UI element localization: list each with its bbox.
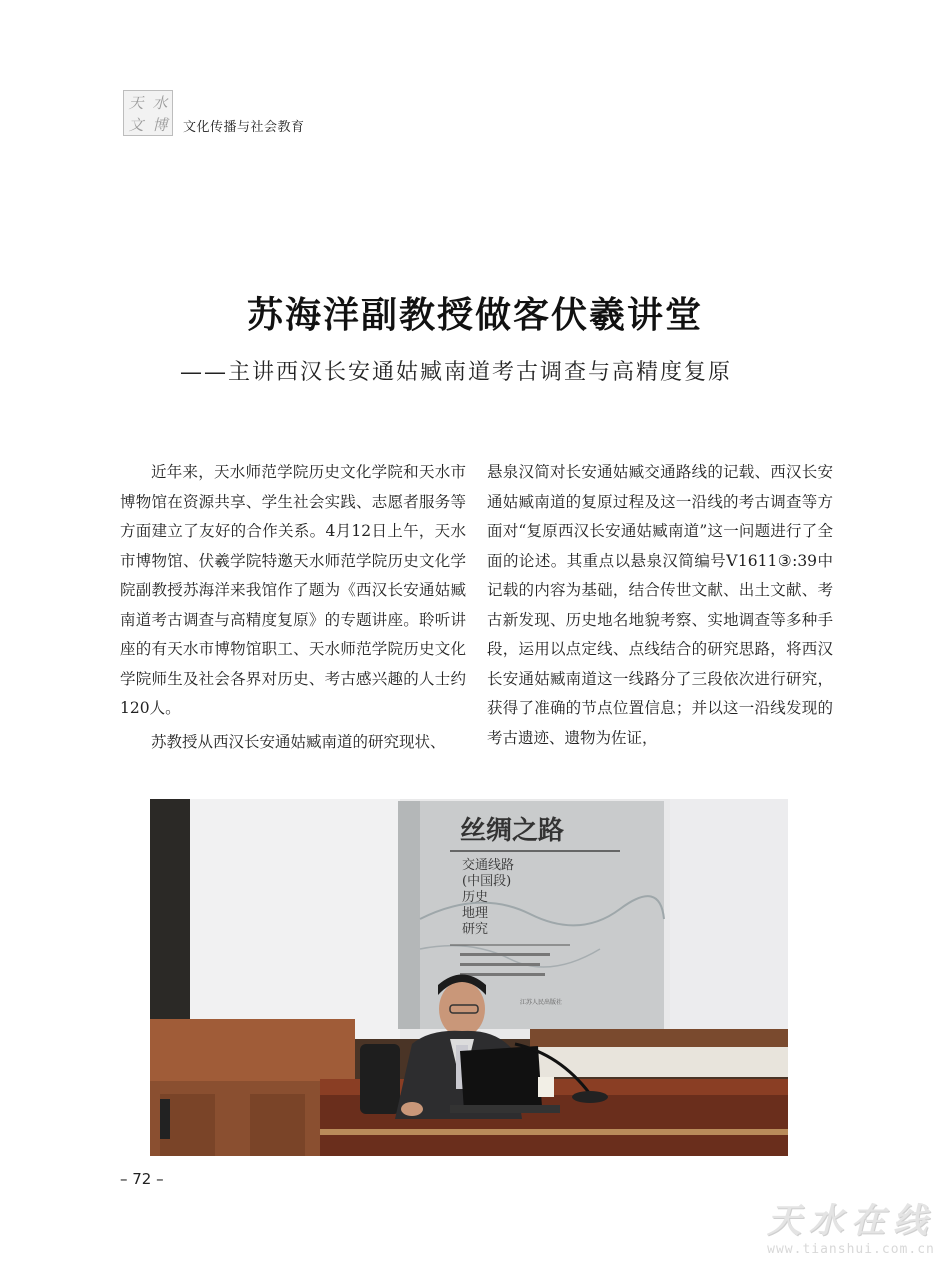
slide-line: 历史 <box>462 890 489 905</box>
slide-publisher: 江苏人民出版社 <box>520 999 563 1006</box>
section-label: 文化传播与社会教育 <box>183 120 305 135</box>
article-subtitle: ——主讲西汉长安通姑臧南道考古调查与高精度复原 <box>180 360 733 385</box>
watermark-text: 天水在线 <box>767 1201 935 1241</box>
paragraph: 苏教授从西汉长安通姑臧南道的研究现状、 <box>151 732 446 751</box>
slide-line: 地理 <box>462 906 489 921</box>
paragraph: 近年来，天水师范学院历史文化学院和天水市博物馆在资源共享、学生社会实践、志愿者服务等方面建立了友好的合作关系。4月12日上午，天水市博物馆、伏羲学院特邀天水师范学院历史文化学院副教授苏海洋来我馆作了题为《西汉长安通姑臧南道考古调查与高精度复原》的专题讲座。聆听讲座的有天水市博物馆职工、天水师范学院历史文化学院师生及社会各界对历史、考古感兴趣的人士约120人。 <box>120 463 466 717</box>
slide-line: 交通线路 <box>462 858 515 873</box>
paragraph: 悬泉汉简对长安通姑臧交通路线的记载、西汉长安通姑臧南道的复原过程及这一沿线的考古调查等方面对“复原西汉长安通姑臧南道”这一问题进行了全面的论述。其重点以悬泉汉简编号Ⅴ1611③:39中记载的内容为基础，结合传世文献、出土文献、考古新发现、历史地名地貌考察、实地调查等多种手段，运用以点定线、点线结合的研究思路，将西汉长安通姑臧南道这一线路分了三段依次进行研究，获得了准确的节点位置信息；并以这一沿线发现的考古遗迹、遗物为佐证， <box>487 463 833 747</box>
slide-line: (中国段) <box>462 874 512 889</box>
slide-line: 研究 <box>462 922 489 937</box>
header-logo <box>123 90 173 136</box>
logo-char: 博 <box>152 115 168 134</box>
lecture-photo <box>150 799 788 1156</box>
site-watermark <box>766 1193 936 1257</box>
watermark-url: www.tianshui.com.cn <box>767 1242 935 1257</box>
slide-title: 丝绸之路 <box>460 816 565 846</box>
article-title: 苏海洋副教授做客伏羲讲堂 <box>246 294 703 336</box>
logo-char: 水 <box>152 93 168 112</box>
body-column-left <box>120 458 466 757</box>
page-number: – 72 – <box>120 1170 164 1188</box>
logo-char: 天 <box>128 93 144 112</box>
body-column-right <box>487 458 833 753</box>
logo-char: 文 <box>128 115 144 134</box>
lecture-photo-illustration <box>150 799 788 1156</box>
